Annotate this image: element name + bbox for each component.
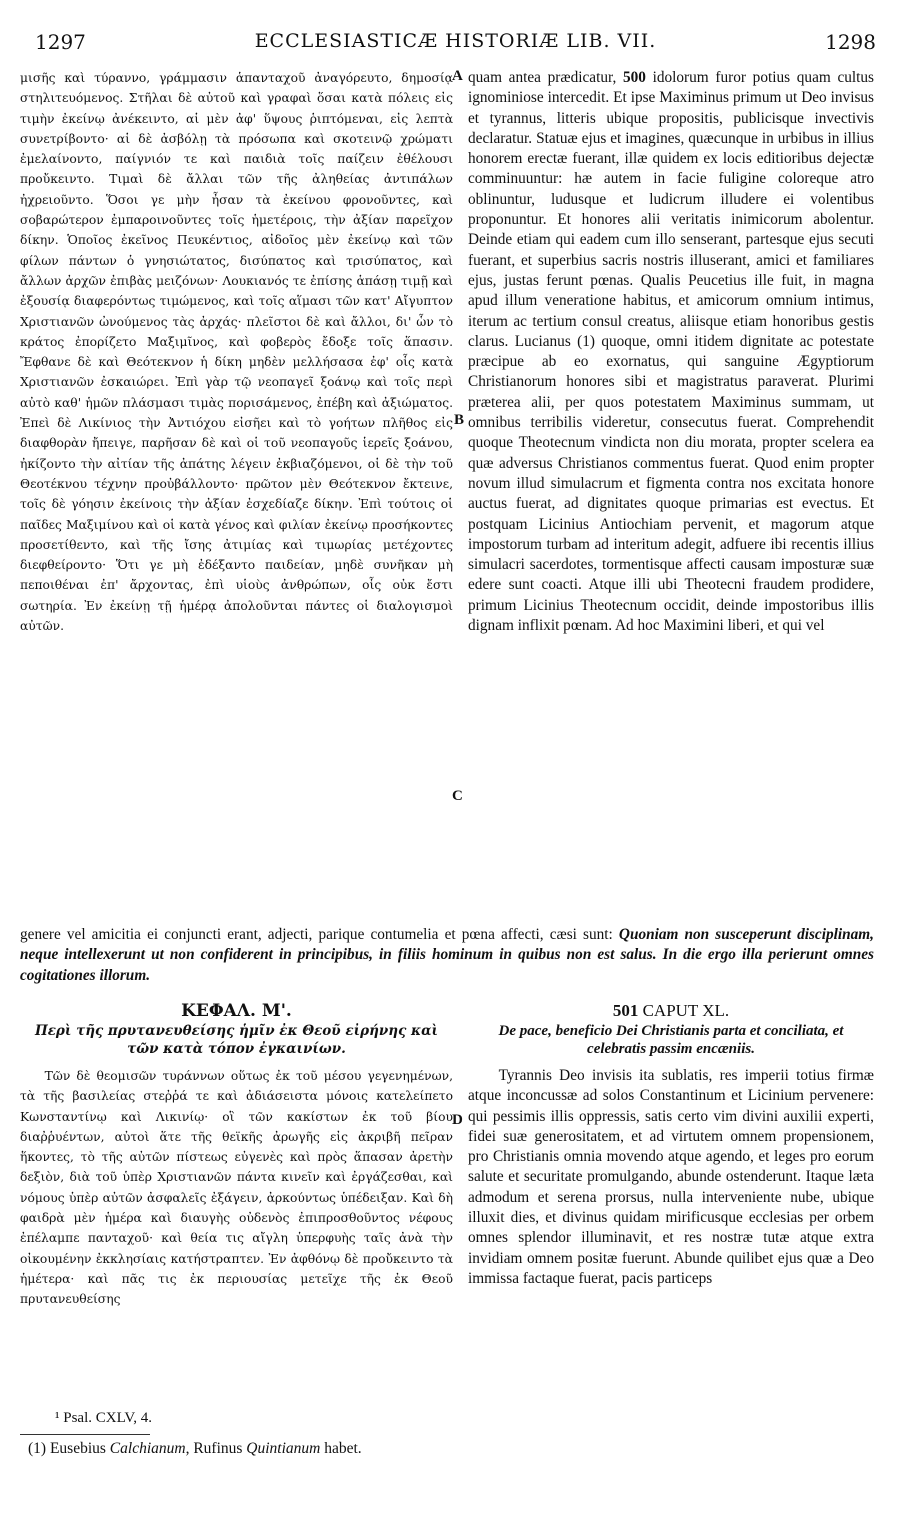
fullwidth-plain-text: genere vel amicitia ei conjuncti erant, adjecti, parique contumelia et pœna affecti, cæsi sunt:: [20, 926, 613, 943]
psalm-footnote: ¹ Psal. CXLV, 4.: [55, 1410, 153, 1426]
latin-page-number-500: 500: [622, 69, 646, 86]
greek-chapter-number: ΚΕΦΑΛ. Μ'.: [181, 1001, 292, 1021]
section-mark-b: B: [454, 412, 465, 428]
greek-column-bottom: [20, 1066, 453, 1402]
page-number-left: 1297: [35, 30, 86, 54]
greek-column-top: [20, 68, 453, 920]
page-number-right: 1298: [825, 30, 876, 54]
footnote-name-calchianum: Calchianum: [109, 1440, 186, 1457]
latin-text-top-lead: quam antea prædicatur,: [468, 69, 623, 86]
latin-text-top: idolorum furor potius quam cultus ignominiose intercedit. Et ipse Maximinus primum ut Deo invisus et tyrannus, litteris ubique propositis, publicisque invectivis declaratur. Statuæ ejus et imagines, quæcunque in urbibus in illius honorem erectæ fuerant, illæ quidem ex locis editioribus dejectæ comminuuntur: hæ autem in facie fuligine coloreque atro oblinuntur, ludusque et ludicrum illudere ei volentibus proponuntur. Et honores alii veritatis inimicorum abolentur. Deinde etiam qui eadem cum illo senserant, partesque ejus secuti fuerant, et superbius sacris nostris illuserant, amici et familiares ejus, justas ferunt pœnas. Qualis Peucetius ille fuit, in magna apud illum veneratione habitus, et amicorum omnium intimus, iterum ac tertium consul creatus, aliisque etiam honoribus gestis clarus. Lucianus (1) quoque, omni itidem dignitate ac potestate præcipue ab eo exornatus, qui sanguine Ægyptiorum Christianorum honores sibi et magistratus paraverat. Plurimi præterea alii, per quos potestatem Maximinus summam, ut omnibus terribilis videretur, consecutus fuerat. Comprehendit quoque Theotecnum vindicta non diu morata, propter scelera ea quæ adversus Christianos commentus fuerat. Quod enim propter novum illud simulacrum et figmenta contra nos excitata honore auctus fuerat, ad dignitates quoque primarias est evectus. Et postquam Licinius Antiochiam pervenit, et magorum atque impostorum turbam ad interitum adegit, adfuere ibi recentis illius simulacri sacerdotes, tormentisque affecti causam imposturæ suæ edere sunt coacti. Atque illi ubi Theotecni fraudem prodidere, primum Licinius Theotecnum occidit, deinde impostoribus illis dignam inflixit pœnam. Ad hoc Maximini liberi, et qui vel: [468, 69, 874, 635]
fullwidth-italic-quote: Quoniam non susceperunt disciplinam, neque intellexerunt ut non confiderent in principibus, in filiis hominum in quibus non est salus. In die ergo illa perierunt omnes cogitationes illorum.: [20, 926, 874, 984]
latin-paragraph-top: [468, 68, 874, 636]
latin-chapter-number-line: [468, 1000, 874, 1022]
fullwidth-text: [20, 925, 874, 986]
page-header: [35, 30, 876, 58]
latin-page-number-501: 501: [612, 1001, 639, 1020]
latin-text-bottom: Tyrannis Deo invisis ita sublatis, res imperii totius firmæ atque inconcussæ ad solos Constantinum et Licinium pervenere: qui pessimis illis oppressis, satis certo vim divini auxilii experti, fidei suæ generositatem, et ad virtutem omnem propensionem, pro Christianis omnia movendo atque agendo, et leges pro eorum salute et securitate promulgando, abunde ostenderunt. Itaque læta admodum et serena prorsus, nulla interveniente nube, ubique illuxit dies, et divinus quidam mirificusque ecclesias per orbem omnes splendor illuminavit, et res nostræ tutæ atque extra invidiam omnem positæ fuerunt. Abunde quilibet ejus quæ a Deo immissa factaque fuerat, pacis particeps: [468, 1067, 874, 1287]
greek-chapter-title: Περὶ τῆς πρυτανευθείσης ἡμῖν ἐκ Θεοῦ εἰρήνης καὶ τῶν κατὰ τόπον ἐγκαινίων.: [34, 1023, 439, 1057]
footnote-mid: , Rufinus: [185, 1440, 243, 1457]
latin-chapter-number: CAPUT XL.: [642, 1001, 730, 1020]
translator-footnote: [28, 1440, 362, 1458]
greek-chapter-heading: [20, 1000, 453, 1058]
greek-text-top: μισῆς καὶ τύραννο, γράμμασιν ἁπανταχοῦ ἀναγόρευτο, δημοσίᾳ στηλιτευόμενος. Στῆλαι δὲ αὐτοῦ καὶ γραφαὶ ὅσαι κατὰ πόλεις εἰς τιμὴν ἐκείνῳ ἀνέκειντο, αἱ μὲν ἀφ' ὕψους ῥιπτόμεναι, εἰς λεπτὰ συνετρίβοντο· αἱ δὲ ἀσβόλῃ τὰ πρόσωπα καὶ σκοτεινῷ χρώματι ἐμελαίνοντο, παίγνιόν τε καὶ παιδιὰ τοῖς παίζειν ἐθέλουσι προὔκειντο. Τιμαὶ δὲ ἄλλαι τῶν τῆς ἀληθείας ἀντιπάλων ἠχρειοῦντο. Ὅσοι γε μὴν ἦσαν τὰ ἐκείνου φρονοῦντες, καὶ σοβαρώτερον ἐμπαροινοῦντες τοῖς ἡμετέροις, τὴν ἀξίαν παρεῖχον δίκην. Ὁποῖος ἐκεῖνος Πευκέντιος, αἰδοῖος μὲν ἐκείνῳ καὶ τῶν φίλων πάντων ὁ γνησιώτατος, δισύπατος καὶ τρισύπατος, καὶ ἄλλων ἀρχῶν ἐπιβὰς μειζόνων· Λουκιανός τε ἐπίσης ἁπάσῃ τιμῇ καὶ ἐξουσίᾳ διαφερόντως τιμώμενος, καὶ τοῖς αἵμασι τῶν κατ' Αἴγυπτον Χριστιανῶν ὠνούμενος τὰς ἀρχάς· πλεῖστοι δὲ καὶ ἄλλοι, δι' ὧν τὸ κράτος ἐπορίζετο Μαξιμῖνος, καὶ φοβερὸς ἔδοξε τοῖς ἅπασιν. Ἔφθανε δὲ καὶ Θεότεκνον ἡ δίκη μηδὲν μελλήσασα ἐφ' οἷς κατὰ Χριστιανῶν ἐσκαιώρει. Ἐπὶ γὰρ τῷ νεοπαγεῖ ξοάνῳ καὶ τοῖς περὶ αὐτὸ καθ' ἡμῶν πλάσμασι τιμὰς πορισάμενος, ἐπέβη καὶ ἀξιώματος. Ἐπεὶ δὲ Λικίνιος τὴν Ἀντιόχου εἰσῆει καὶ τὸ γοήτων πλῆθος εἰς διαφθορὰν ἤπειγε, παρῆσαν δὲ καὶ οἱ τοῦ νεοπαγοῦς ἱερεῖς ξοάνου, ἠκίζοντο τὴν αἰτίαν τῆς ἀπάτης λέγειν ἐκβιαζόμενοι, οἱ δὲ τὴν τοῦ Θεοτέκνου τέχνην προὐβάλλοντο· πρῶτον μὲν Θεότεκνον ἔκτεινε, τοῖς δὲ γόησιν ἐκείνοις τὴν ἀξίαν ἐσχεδίαζε δίκην. Ἐπὶ τούτοις οἱ παῖδες Μαξιμίνου καὶ οἱ κατὰ γένος καὶ φιλίαν ἐκείνῳ προσήκοντες προσετίθεντο, καὶ τῆς ἴσης ἀτιμίας καὶ τιμωρίας μετέχοντες διεφθείροντο· Ὅτι γε μὴ ἐδέξαντο παιδείαν, μηδὲ συνῆκαν μὴ πεποιθέναι ἐπ' ἄρχοντας, ἐπὶ υἱοὺς ἀνθρώπων, οἷς οὐκ ἔστι σωτηρία. Ἐν ἐκείνῃ τῇ ἡμέρᾳ ἀπολοῦνται πάντες οἱ διαλογισμοὶ αὐτῶν.: [20, 71, 453, 634]
section-mark-d: D: [452, 1112, 463, 1128]
greek-text-bottom: Τῶν δὲ θεομισῶν τυράννων οὕτως ἐκ τοῦ μέσου γεγενημένων, τὰ τῆς βασιλείας στεῤῥά τε καὶ ἀδιάσειστα μόνοις κατελείπετο Κωνσταντίνῳ καὶ Λικινίῳ· οἳ τῶν κακίστων ἐκ τοῦ βίου διαῤῥυέντων, αὐτοὶ ἅτε τῆς θεϊκῆς ἀρωγῆς εἰς ἀκριβῆ πεῖραν ἥκοντες, τὸ τῆς αὐτῶν πίστεως εὐγενὲς καὶ πρὸς ἅπασαν ἀρετὴν δεξιὸν, διὰ τοῦ ὑπὲρ Χριστιανῶν πάντα κινεῖν καὶ ἐργάζεσθαι, καὶ νόμους ὑπὲρ αὐτῶν ἀσφαλεῖς ἐξάγειν, ἀρκούντως ὑπέδειξαν. Καὶ δὴ φαιδρὰ μὲν ἡμέρα καὶ διαυγὴς οὐδενὸς ἐπιπροσθοῦντος νέφους ἐπέλαμπε πανταχοῦ· καὶ θεία τις αἴγλη ὑπερφυὴς ταῖς ἀνὰ τὴν οἰκουμένην ἐκκλησίαις κατήστραπτεν. Ἐν ἀφθόνῳ δὲ προὔκειντο τὰ ἡμέτερα· καὶ πᾶς τις ἐκ περιουσίας μετεῖχε τῆς ἐκ Θεοῦ πρυτανευθείσης: [20, 1069, 453, 1307]
footnote-suffix: habet.: [320, 1440, 362, 1457]
footnote-prefix: (1) Eusebius: [28, 1440, 106, 1457]
footnote-name-quintianum: Quintianum: [246, 1440, 321, 1457]
latin-chapter-title: De pace, beneficio Dei Christianis parta et conciliata, et celebratis passim encæniis.: [498, 1023, 844, 1057]
latin-column-bottom: [468, 1066, 874, 1402]
latin-column-top: [468, 68, 874, 920]
section-mark-c: C: [452, 788, 463, 804]
section-mark-a: A: [452, 68, 463, 84]
running-title: ECCLESIASTICÆ HISTORIÆ LIB. VII.: [254, 30, 657, 52]
footnote-rule: [20, 1434, 150, 1435]
latin-chapter-heading: [468, 1000, 874, 1058]
